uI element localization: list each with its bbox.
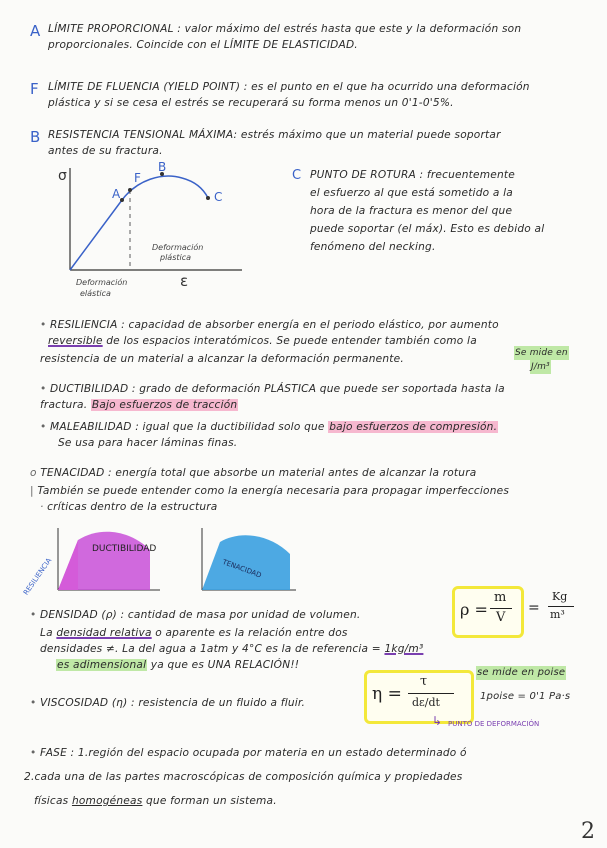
punto-rotura-line3: hora de la fractura es menor del que xyxy=(310,205,513,217)
fase-line2: 2.cada una de las partes macroscópicas de composición química y propiedades xyxy=(24,771,463,783)
density-units-eq: = xyxy=(528,600,540,616)
label-deformacion-elastica-2: elástica xyxy=(80,289,111,298)
ductilidad-sketch-label: DUCTIBILIDAD xyxy=(92,544,157,554)
label-deformacion-plastica-1: Deformación xyxy=(152,243,204,252)
tenacidad-sketch-label: TENACIDAD xyxy=(221,558,263,580)
density-fraction-bar xyxy=(490,608,512,609)
resistencia-tensional-line1: RESISTENCIA TENSIONAL MÁXIMA: estrés máximo que un material puede soportar xyxy=(48,129,501,141)
density-units-den: m³ xyxy=(550,608,565,621)
page-number: 2 xyxy=(581,819,595,844)
limite-fluencia-line2: plástica y si se cesa el estrés se recuperará su forma menos un 0'1-0'5%. xyxy=(48,97,454,109)
punto-rotura-line4: puede soportar (el máx). Esto es debido al xyxy=(310,223,545,235)
density-units-num: Kg xyxy=(552,590,568,603)
tenacidad-line2: | También se puede entender como la energía necesaria para propagar imperfecciones xyxy=(30,485,510,497)
viscosity-formula-num: τ xyxy=(420,674,428,689)
punto-rotura-line2: el esfuerzo al que está sometido a la xyxy=(310,187,513,199)
tenacidad-line3: · críticas dentro de la estructura xyxy=(40,501,218,513)
densidad-line1: • DENSIDAD (ρ) : cantidad de masa por unidad de volumen. xyxy=(30,609,361,621)
resiliencia-sketch-label: RESILIENCIA xyxy=(22,556,54,597)
resiliencia-line3: resistencia de un material a alcanzar la deformación permanente. xyxy=(40,353,404,365)
section-letter-f: F xyxy=(30,80,39,98)
viscosity-unit-note: se mide en poise xyxy=(477,667,566,678)
label-deformacion-plastica-2: plástica xyxy=(160,253,192,262)
fase-line3: físicas homogéneas que forman un sistema. xyxy=(34,795,277,807)
ductilidad-line2: fractura. Bajo esfuerzos de tracción xyxy=(40,399,238,411)
arrow-icon: ↳ xyxy=(432,714,443,728)
ductilidad-line1: • DUCTIBILIDAD : grado de deformación PLÁSTICA que puede ser soportada hasta la xyxy=(40,383,505,395)
resilience-toughness-sketches xyxy=(30,520,330,610)
maleabilidad-line2: Se usa para hacer láminas finas. xyxy=(58,437,238,449)
limite-proporcional-line1: LÍMITE PROPORCIONAL : valor máximo del estrés hasta que este y la deformación son xyxy=(48,23,522,35)
density-formula-num: m xyxy=(494,590,507,605)
viscosidad-line1: • VISCOSIDAD (η) : resistencia de un fluido a fluir. xyxy=(30,697,306,709)
graph-point-b: B xyxy=(158,160,167,174)
resiliencia-unit-2: J/m³ xyxy=(531,362,550,372)
density-formula-den: V xyxy=(496,610,506,625)
fase-line1: • FASE : 1.región del espacio ocupada por materia en un estado determinado ó xyxy=(30,747,467,759)
punto-deformacion-note: PUNTO DE DEFORMACIÓN xyxy=(448,720,540,728)
section-letter-c: C xyxy=(292,168,302,183)
graph-y-label: σ xyxy=(58,168,67,184)
densidad-line2: La densidad relativa o aparente es la relación entre dos xyxy=(40,627,348,639)
resiliencia-line1: • RESILIENCIA : capacidad de absorber energía en el periodo elástico, por aumento xyxy=(40,319,499,331)
resiliencia-line2: reversible de los espacios interatómicos. Se puede entender también como la xyxy=(48,335,477,347)
graph-point-f: F xyxy=(134,171,141,185)
resistencia-tensional-line2: antes de su fractura. xyxy=(48,145,163,157)
density-units-bar xyxy=(548,606,574,607)
densidad-line3: densidades ≠. La del agua a 1atm y 4°C es la de referencia = 1kg/m³ xyxy=(40,643,424,655)
punto-rotura-line5: fenómeno del necking. xyxy=(310,241,436,253)
section-letter-b: B xyxy=(30,128,41,146)
punto-rotura-line1: PUNTO DE ROTURA : frecuentemente xyxy=(310,169,515,181)
maleabilidad-line1: • MALEABILIDAD : igual que la ductibilidad solo que bajo esfuerzos de compresión. xyxy=(40,421,498,433)
graph-point-a: A xyxy=(112,187,121,201)
viscosity-formula-den: dε/dt xyxy=(412,696,440,709)
density-formula-lhs: ρ = xyxy=(460,600,488,619)
label-deformacion-elastica-1: Deformación xyxy=(76,278,128,287)
densidad-line4: es adimensional ya que es UNA RELACIÓN!! xyxy=(57,659,300,671)
viscosity-unit-conversion: 1poise = 0'1 Pa·s xyxy=(480,691,571,702)
viscosity-formula-lhs: η = xyxy=(372,684,402,704)
viscosity-fraction-bar xyxy=(408,693,454,694)
limite-proporcional-line2: proporcionales. Coincide con el LÍMITE DE ELASTICIDAD. xyxy=(48,39,358,51)
graph-x-label: ε xyxy=(180,272,189,290)
tenacidad-line1: o TENACIDAD : energía total que absorbe un material antes de alcanzar la rotura xyxy=(30,467,477,479)
section-letter-a: A xyxy=(30,22,41,40)
resiliencia-unit-1: Se mide en xyxy=(515,348,568,358)
limite-fluencia-line1: LÍMITE DE FLUENCIA (YIELD POINT) : es el punto en el que ha ocurrido una deformación xyxy=(48,81,530,93)
graph-point-c: C xyxy=(214,190,223,204)
